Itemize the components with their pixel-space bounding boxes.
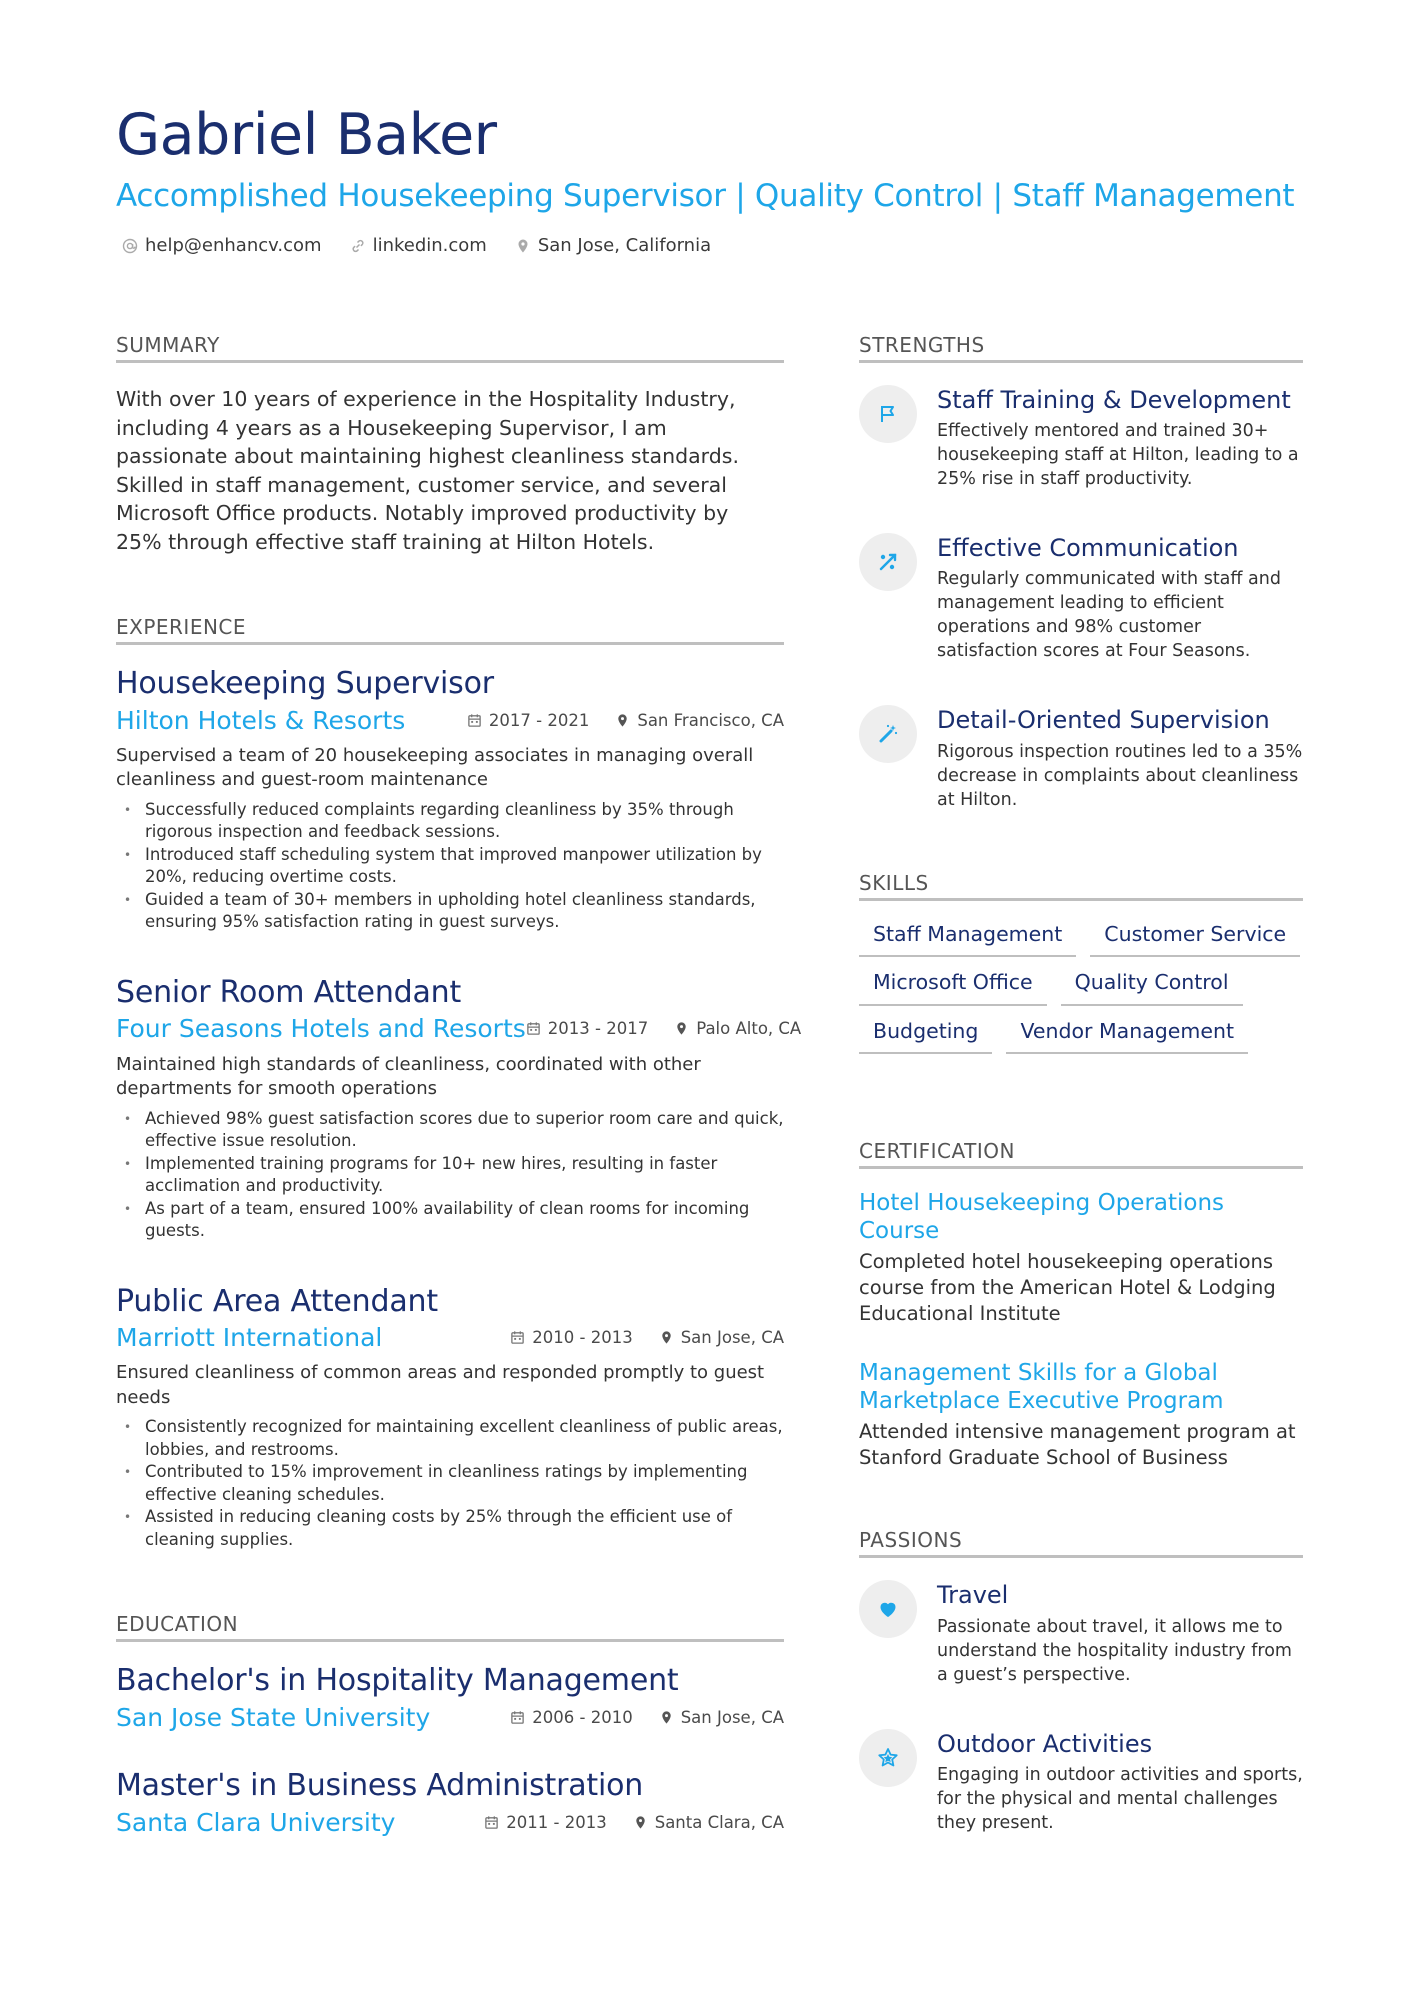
job-bullet: • Successfully reduced complaints regarding cleanliness by 35% through rigorous inspection and feedback sessions. (116, 799, 784, 844)
contact-location-text: San Jose, California (537, 235, 712, 256)
passion-title: Outdoor Activities (937, 1729, 1153, 1758)
certification-item (859, 1359, 1303, 1471)
passion-description: Engaging in outdoor activities and sports, for the physical and mental challenges they present. (937, 1764, 1303, 1833)
certification-description: Completed hotel housekeeping operations course from the American Hotel & Lodging Educational Institute (859, 1250, 1276, 1326)
school-name: San Jose State University (116, 1702, 431, 1732)
strength-description: Rigorous inspection routines led to a 35% decrease in complaints about cleanliness at Hilton. (937, 741, 1303, 810)
job-bullets (116, 1108, 784, 1243)
job-description: Supervised a team of 20 housekeeping associates in managing overall cleanliness and guest-room maintenance (116, 744, 754, 791)
education-location: San Jose, CA (680, 1707, 784, 1727)
contact-linkedin[interactable] (350, 235, 487, 256)
job-bullet: • Introduced staff scheduling system that improved manpower utilization by 20%, reducing overtime costs. (116, 844, 784, 889)
school-name: Santa Clara University (116, 1807, 396, 1837)
skill-tag: Vendor Management (1006, 1018, 1248, 1055)
star-icon (876, 1746, 900, 1770)
candidate-name: Gabriel Baker (116, 102, 497, 168)
education-section (116, 1611, 784, 1838)
candidate-headline: Accomplished Housekeeping Supervisor | Quality Control | Staff Management (116, 178, 1295, 214)
strength-description: Effectively mentored and trained 30+ housekeeping staff at Hilton, leading to a 25% rise in staff productivity. (937, 421, 1299, 490)
experience-item (116, 665, 784, 934)
company-name: Marriott International (116, 1323, 383, 1352)
education-location: Santa Clara, CA (654, 1812, 784, 1832)
education-dates: 2006 - 2010 (532, 1707, 633, 1727)
certification-heading: CERTIFICATION (859, 1138, 1303, 1169)
location-pin-icon (633, 1815, 648, 1830)
job-title: Housekeeping Supervisor (116, 666, 494, 701)
skill-tag: Microsoft Office (859, 969, 1047, 1006)
certification-title: Hotel Housekeeping Operations Course (859, 1190, 1225, 1245)
summary-heading: SUMMARY (116, 332, 784, 363)
job-location: Palo Alto, CA (696, 1019, 802, 1039)
contact-email[interactable] (122, 235, 322, 256)
experience-section (116, 614, 802, 1551)
link-icon (350, 238, 366, 254)
degree-title: Master's in Business Administration (116, 1768, 644, 1803)
at-icon (122, 238, 138, 254)
certification-title: Management Skills for a Global Marketplace Executive Program (859, 1360, 1224, 1415)
job-dates: 2017 - 2021 (488, 710, 590, 730)
strengths-heading: STRENGTHS (859, 332, 1303, 363)
job-location: San Francisco, CA (637, 710, 784, 730)
strength-description: Regularly communicated with staff and management leading to efficient operations and 98% customer satisfaction scores at Four Seasons. (937, 569, 1281, 662)
job-bullet: • Contributed to 15% improvement in cleanliness ratings by implementing effective cleaning schedules. (116, 1461, 784, 1506)
passion-item (859, 1580, 1303, 1686)
passion-item (859, 1729, 1303, 1835)
contact-email-text: help@enhancv.com (145, 235, 322, 256)
job-title: Public Area Attendant (116, 1283, 438, 1319)
tools-icon (876, 550, 900, 574)
job-description: Maintained high standards of cleanliness, coordinated with other departments for smooth operations (116, 1053, 701, 1099)
magic-wand-icon (876, 722, 900, 746)
flag-icon (876, 402, 900, 426)
passion-title: Travel (937, 1581, 1009, 1610)
location-pin-icon (515, 238, 531, 254)
job-title: Senior Room Attendant (116, 974, 462, 1010)
company-name: Hilton Hotels & Resorts (116, 705, 406, 735)
calendar-icon (510, 1330, 525, 1345)
summary-text: With over 10 years of experience in the Hospitality Industry, including 4 years as a Housekeeping Supervisor, I am passionate about maintaining highest cleanliness standards. Skilled in staff management, customer service, and several Microsoft Office products. Notably improved productivity by 25% through effective staff training at Hilton Hotels. (116, 387, 739, 554)
strength-title: Detail-Oriented Supervision (937, 706, 1270, 735)
location-pin-icon (659, 1710, 674, 1725)
experience-heading: EXPERIENCE (116, 614, 784, 645)
job-bullet: • Guided a team of 30+ members in upholding hotel cleanliness standards, ensuring 95% satisfaction rating in guest surveys. (116, 889, 784, 934)
summary-section (116, 332, 784, 556)
heart-icon (876, 1597, 900, 1621)
education-heading: EDUCATION (116, 1611, 784, 1642)
skill-tag: Staff Management (859, 921, 1076, 958)
job-dates: 2010 - 2013 (532, 1328, 633, 1348)
calendar-icon (467, 713, 482, 728)
degree-title: Bachelor's in Hospitality Management (116, 1663, 679, 1699)
job-bullet: • Consistently recognized for maintaining excellent cleanliness of public areas, lobbies, and restrooms. (116, 1416, 784, 1461)
strength-item (859, 705, 1303, 811)
location-pin-icon (615, 713, 630, 728)
passions-heading: PASSIONS (859, 1527, 1303, 1558)
skills-section (859, 870, 1303, 1055)
certification-item (859, 1189, 1303, 1327)
skill-tag: Customer Service (1090, 921, 1300, 958)
contact-bar (122, 235, 711, 256)
skill-tag: Budgeting (859, 1018, 992, 1055)
certification-section (859, 1138, 1303, 1471)
contact-linkedin-text: linkedin.com (372, 235, 487, 256)
job-bullet: • As part of a team, ensured 100% availability of clean rooms for incoming guests. (116, 1198, 784, 1243)
job-location: San Jose, CA (680, 1328, 784, 1348)
passions-section (859, 1527, 1303, 1834)
strengths-section (859, 332, 1303, 812)
job-bullet: • Implemented training programs for 10+ new hires, resulting in faster acclimation and productivity. (116, 1153, 784, 1198)
job-description: Ensured cleanliness of common areas and responded promptly to guest needs (116, 1362, 765, 1408)
calendar-icon (526, 1021, 541, 1036)
education-item (116, 1662, 784, 1733)
left-column (116, 332, 802, 1838)
skills-list (859, 921, 1303, 1055)
job-bullet: • Achieved 98% guest satisfaction scores due to superior room care and quick, effective issue resolution. (116, 1108, 784, 1153)
certification-description: Attended intensive management program at Stanford Graduate School of Business (859, 1420, 1296, 1470)
experience-item (116, 1283, 784, 1552)
contact-location (515, 235, 711, 256)
job-bullets (116, 1416, 784, 1551)
right-column (859, 332, 1303, 1835)
skill-tag: Quality Control (1061, 969, 1243, 1006)
location-pin-icon (659, 1330, 674, 1345)
job-bullet: • Assisted in reducing cleaning costs by 25% through the efficient use of cleaning supplies. (116, 1506, 784, 1551)
education-item (116, 1767, 784, 1838)
job-bullets (116, 799, 784, 934)
strength-title: Staff Training & Development (937, 386, 1291, 414)
skills-heading: SKILLS (859, 870, 1303, 901)
company-name: Four Seasons Hotels and Resorts (116, 1014, 526, 1044)
strength-title: Effective Communication (937, 534, 1239, 563)
calendar-icon (484, 1815, 499, 1830)
experience-item (116, 974, 802, 1243)
location-pin-icon (674, 1021, 689, 1036)
strength-item (859, 533, 1303, 663)
passion-description: Passionate about travel, it allows me to understand the hospitality industry from a guest’s perspective. (937, 1616, 1292, 1685)
education-dates: 2011 - 2013 (506, 1812, 607, 1832)
strength-item (859, 385, 1303, 491)
calendar-icon (510, 1710, 525, 1725)
job-dates: 2013 - 2017 (547, 1019, 649, 1039)
